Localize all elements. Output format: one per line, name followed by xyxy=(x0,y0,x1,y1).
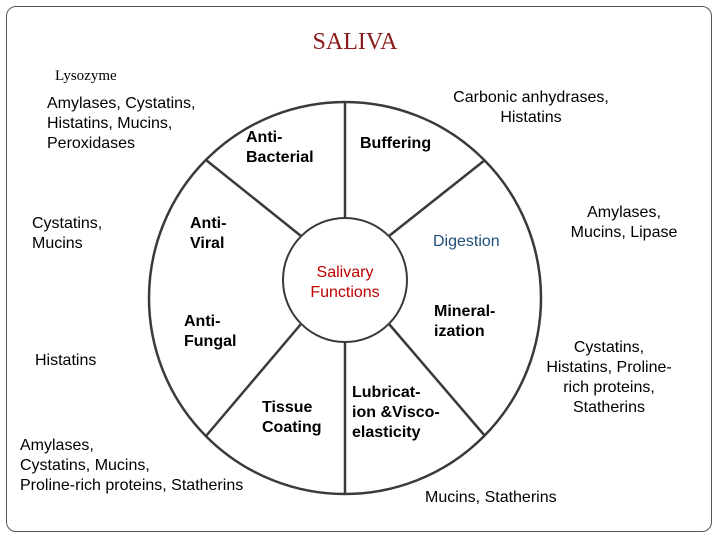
outer-label-lubrication: Mucins, Statherins xyxy=(425,489,557,506)
sector-mineralization-line2: ization xyxy=(434,323,485,340)
outer-label-digestion-line1: Amylases, xyxy=(587,204,661,221)
outer-label-mineralization-line4: Statherins xyxy=(572,399,646,416)
sector-lubrication xyxy=(352,383,440,443)
sector-lubrication-line3: elasticity xyxy=(352,424,421,441)
outer-label-antibacterial-line1: Amylases, Cystatins, xyxy=(47,95,196,112)
outer-label-antifungal: Histatins xyxy=(35,352,97,369)
outer-label-buffering-line1: Carbonic anhydrases, xyxy=(453,89,609,106)
center-label-line2: Functions xyxy=(310,284,380,301)
sector-lubrication-line2: ion &Visco- xyxy=(352,404,440,421)
sector-antibacterial xyxy=(246,128,314,168)
center-label-line1: Salivary xyxy=(316,264,374,281)
outer-label-tissue-coating xyxy=(20,436,243,496)
center-label xyxy=(290,263,400,303)
sector-antiviral xyxy=(190,214,226,254)
outer-label-antiviral-line2: Mucins xyxy=(32,235,83,252)
outer-label-buffering xyxy=(436,88,626,128)
spoke-top-right xyxy=(389,160,485,236)
sector-mineralization xyxy=(434,302,495,342)
sector-tissue-coating-line1: Tissue xyxy=(262,399,313,416)
sector-lubrication-line1: Lubricat- xyxy=(352,384,421,401)
sector-tissue-coating-line2: Coating xyxy=(262,419,322,436)
sector-buffering: Buffering xyxy=(360,135,432,152)
outer-label-antibacterial xyxy=(47,94,195,154)
outer-label-tissue-coating-line3: Proline-rich proteins, Statherins xyxy=(20,477,244,494)
outer-label-lysozyme: Lysozyme xyxy=(55,68,117,84)
outer-label-buffering-line2: Histatins xyxy=(500,109,562,126)
outer-label-antiviral-line1: Cystatins, xyxy=(32,215,103,232)
sector-mineralization-line1: Mineral- xyxy=(434,303,496,320)
outer-label-digestion-line2: Mucins, Lipase xyxy=(570,224,678,241)
outer-label-tissue-coating-line1: Amylases, xyxy=(20,437,94,454)
outer-label-tissue-coating-line2: Cystatins, Mucins, xyxy=(20,457,150,474)
sector-antifungal xyxy=(184,312,236,352)
outer-label-mineralization-line3: rich proteins, xyxy=(563,379,655,396)
outer-label-digestion xyxy=(556,203,692,243)
outer-label-antiviral xyxy=(32,214,102,254)
sector-antibacterial-line1: Anti- xyxy=(246,129,283,146)
sector-antifungal-line1: Anti- xyxy=(184,313,221,330)
outer-label-mineralization xyxy=(524,338,694,418)
sector-antiviral-line1: Anti- xyxy=(190,215,227,232)
outer-label-mineralization-line2: Histatins, Proline- xyxy=(546,359,672,376)
sector-digestion: Digestion xyxy=(433,233,500,250)
outer-label-mineralization-line1: Cystatins, xyxy=(573,339,645,356)
sector-antibacterial-line2: Bacterial xyxy=(246,149,314,166)
sector-tissue-coating xyxy=(262,398,322,438)
sector-antiviral-line2: Viral xyxy=(190,235,225,252)
page-title: SALIVA xyxy=(312,29,398,55)
outer-label-antibacterial-line3: Peroxidases xyxy=(47,135,136,152)
sector-antifungal-line2: Fungal xyxy=(184,333,237,350)
outer-label-antibacterial-line2: Histatins, Mucins, xyxy=(47,115,173,132)
